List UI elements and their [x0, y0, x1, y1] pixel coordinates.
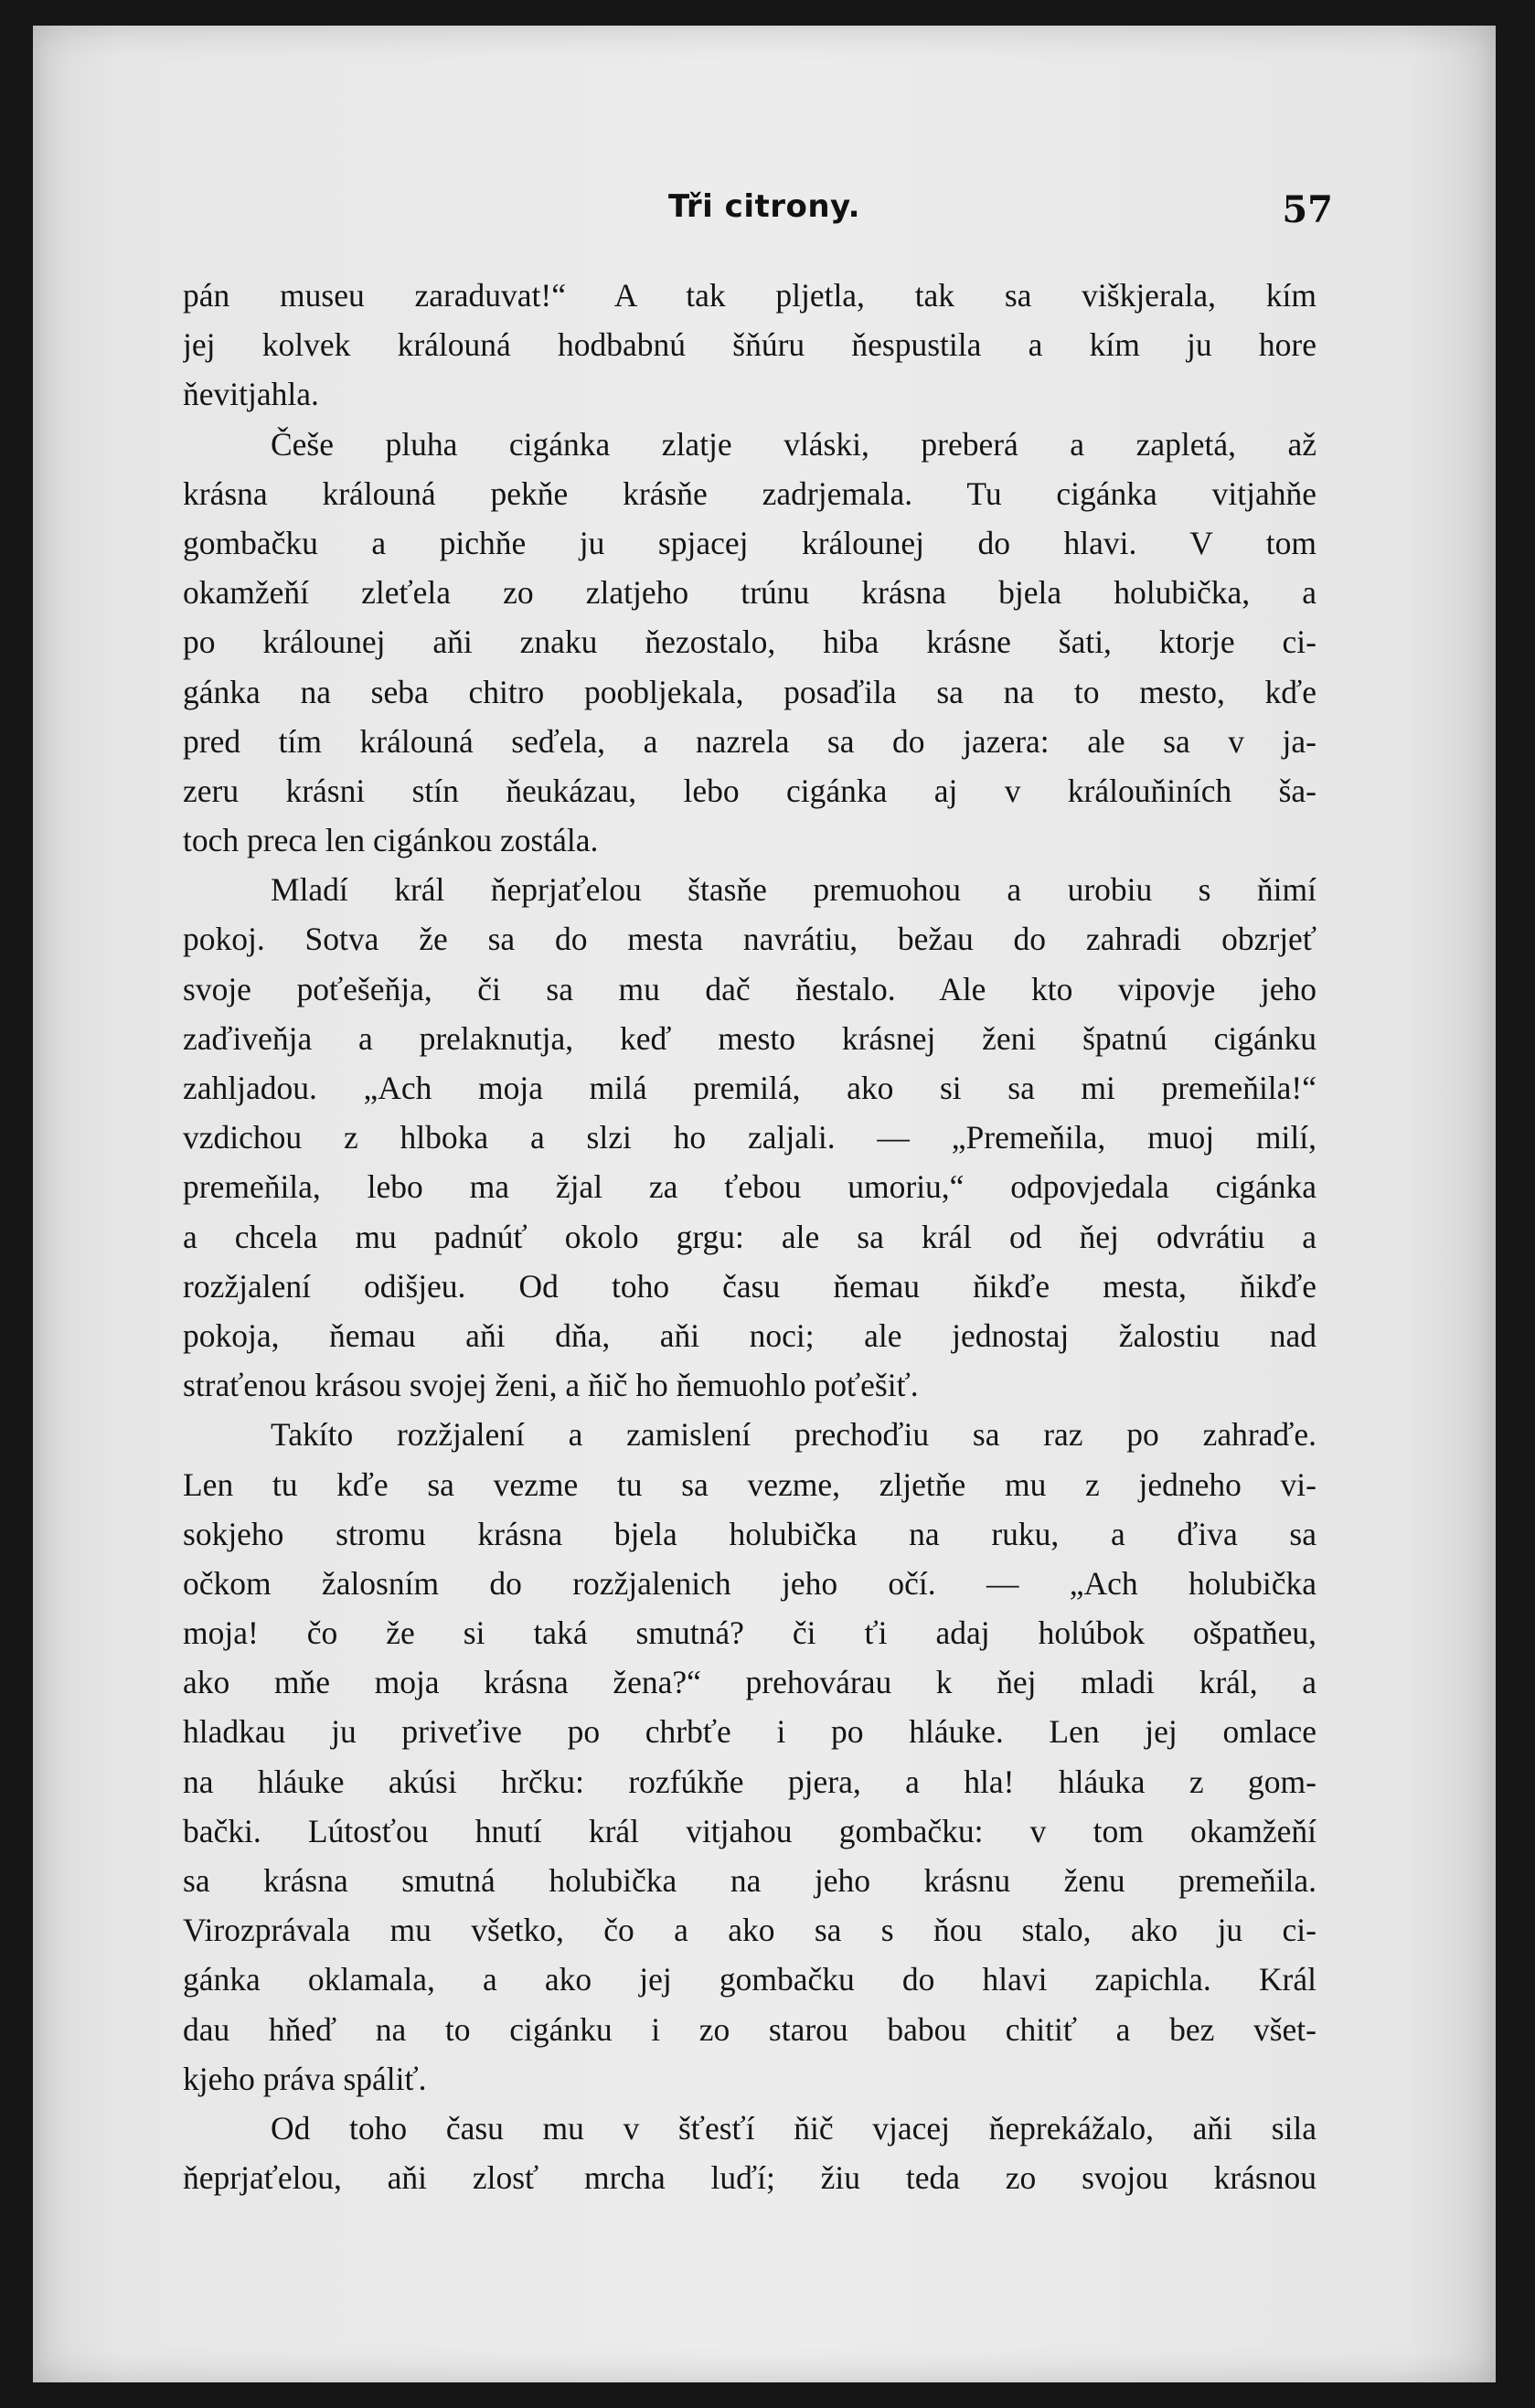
text-line: premeňila, lebo ma žjal za ťebou umoriu,“ odpovjedala cigánka [183, 1168, 1316, 1206]
text-line: na hláuke akúsi hrčku: rozfúkňe pjera, a hla! hláuka z gom- [183, 1763, 1316, 1800]
text-line: dau hňeď na to cigánku i zo starou babou chitiť a bez všet- [183, 2010, 1316, 2048]
text-line: kjeho práva spáliť. [183, 2060, 427, 2097]
text-line: sa krásna smutná holubička na jeho krásnu ženu premeňila. [183, 1862, 1316, 1899]
text-line: ňevitjahla. [183, 376, 319, 413]
text-line: moja! čo že si taká smutná? či ťi adaj holúbok ošpatňeu, [183, 1614, 1316, 1652]
text-line: očkom žalosním do rozžjalenich jeho očí. — „Ach holubička [183, 1564, 1316, 1602]
text-line: pokoja, ňemau aňi dňa, aňi noci; ale jednostaj žalostiu nad [183, 1316, 1316, 1354]
text-line: krásna králouná pekňe krásňe zadrjemala. Tu cigánka vitjahňe [183, 474, 1316, 512]
text-line: toch preca len cigánkou zostála. [183, 822, 599, 859]
text-line: svoje poťešeňja, či sa mu dač ňestalo. Ale kto vipovje jeho [183, 970, 1316, 1007]
text-line: pred tím králouná seďela, a nazrela sa do jazera: ale sa v ja- [183, 722, 1316, 760]
text-line: pokoj. Sotva že sa do mesta navrátiu, bežau do zahradi obzrjeť [183, 921, 1316, 958]
page-number: 57 [1282, 188, 1333, 231]
text-line: Takíto rozžjalení a zamislení prechoďiu sa raz po zahraďe. [271, 1416, 1316, 1454]
text-line: a chcela mu padnúť okolo grgu: ale sa král od ňej odvrátiu a [183, 1218, 1316, 1255]
text-line: gánka oklamala, a ako jej gombačku do hlavi zapichla. Král [183, 1961, 1316, 1998]
body-text [183, 271, 1316, 2202]
text-line: gánka na seba chitro poobljekala, posaďila sa na to mesto, kďe [183, 673, 1316, 710]
text-line: rozžjalení odišjeu. Od toho času ňemau ňikďe mesta, ňikďe [183, 1267, 1316, 1305]
text-line: pán museu zaraduvat!“ A tak pljetla, tak sa viškjerala, kím [183, 277, 1316, 314]
text-line: zeru krásni stín ňeukázau, lebo cigánka aj v králouňiních ša- [183, 772, 1316, 809]
text-line: straťenou krásou svojej ženi, a ňič ho ňemuohlo poťešiť. [183, 1367, 919, 1404]
text-line: okamžeňí zleťela zo zlatjeho trúnu krásna bjela holubička, a [183, 574, 1316, 612]
text-line: Češe pluha cigánka zlatje vláski, preberá a zapletá, až [271, 425, 1316, 463]
text-line: Od toho času mu v šťesťí ňič vjacej ňeprekážalo, aňi sila [271, 2109, 1316, 2147]
text-line: ňeprjaťelou, aňi zlosť mrcha luďí; žiu teda zo svojou krásnou [183, 2159, 1316, 2197]
text-line: jej kolvek králouná hodbabnú šňúru ňespustila a kím ju hore [183, 326, 1316, 364]
text-line: sokjeho stromu krásna bjela holubička na ruku, a ďiva sa [183, 1515, 1316, 1552]
text-line: ako mňe moja krásna žena?“ prehovárau k ňej mladi král, a [183, 1664, 1316, 1701]
running-title: Tři citrony. [667, 188, 861, 225]
text-line: hladkau ju priveťive po chrbťe i po hláuke. Len jej omlace [183, 1713, 1316, 1751]
text-line: zahljadou. „Ach moja milá premilá, ako si sa mi premeňila!“ [183, 1070, 1316, 1106]
text-line: gombačku a pichňe ju spjacej králounej do hlavi. V tom [183, 524, 1316, 561]
text-line: zaďiveňja a prelaknutja, keď mesto krásnej ženi špatnú cigánku [183, 1019, 1316, 1057]
text-line: po králounej aňi znaku ňezostalo, hiba krásne šati, ktorje ci- [183, 623, 1316, 661]
text-line: bački. Lútosťou hnutí král vitjahou gombačku: v tom okamžeňí [183, 1812, 1316, 1849]
page-header [33, 163, 1496, 231]
text-line: Len tu kďe sa vezme tu sa vezme, zljetňe mu z jedneho vi- [183, 1465, 1316, 1503]
text-line: vzdichou z hlboka a slzi ho zaljali. — „Premeňila, muoj milí, [183, 1119, 1316, 1156]
text-line: Virozprávala mu všetko, čo a ako sa s ňou stalo, ako ju ci- [183, 1912, 1316, 1949]
text-line: Mladí král ňeprjaťelou štasňe premuohou a urobiu s ňimí [271, 871, 1316, 909]
book-page [33, 26, 1496, 2382]
